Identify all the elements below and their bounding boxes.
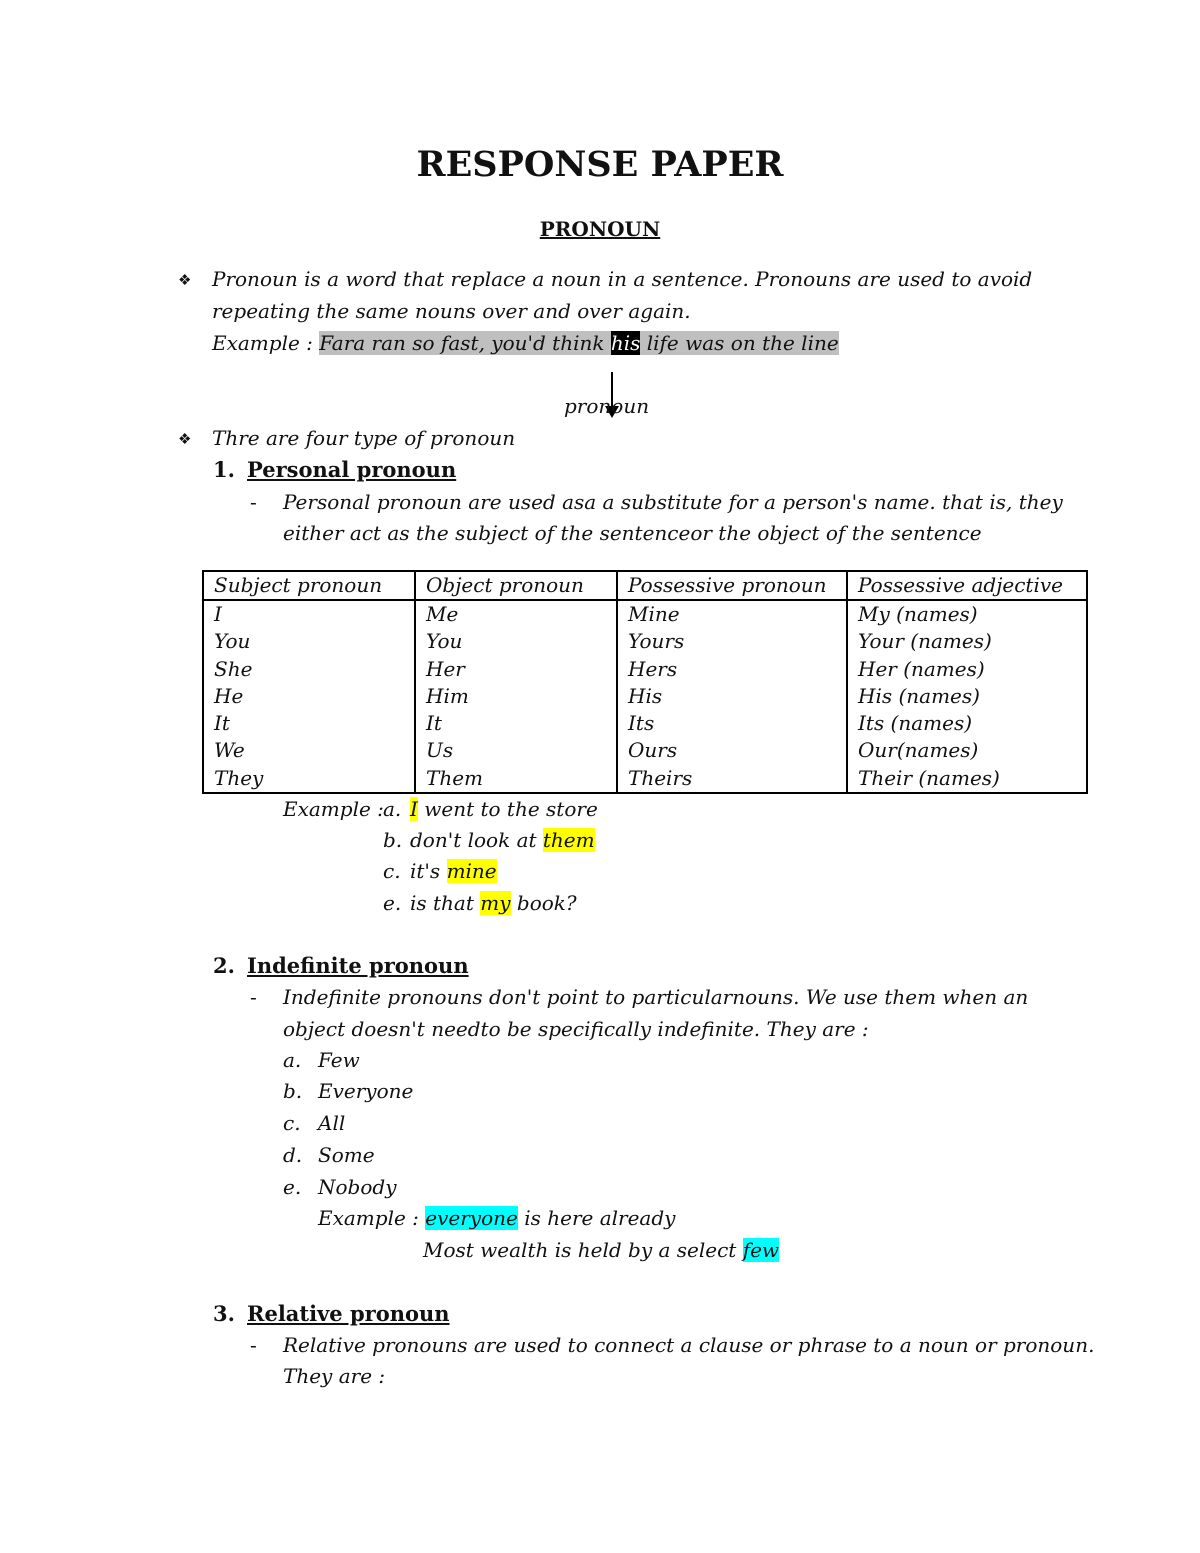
table-cell: Its (names) bbox=[847, 710, 1087, 737]
table-header-cell: Subject pronoun bbox=[203, 571, 415, 600]
example-e bbox=[410, 891, 577, 915]
example-highlight: everyone bbox=[425, 1206, 518, 1230]
section-2-heading: Indefinite pronoun bbox=[247, 953, 469, 978]
diamond-bullet-icon: ❖ bbox=[178, 271, 192, 289]
arrow-label: pronoun bbox=[564, 394, 650, 418]
definition-line-2: repeating the same nouns over and over again. bbox=[212, 299, 691, 323]
table-cell: Its bbox=[617, 710, 847, 737]
indefinite-example-1 bbox=[318, 1206, 675, 1230]
table-header-cell: Possessive pronoun bbox=[617, 571, 847, 600]
example-marker: c. bbox=[383, 859, 401, 883]
table-cell: They bbox=[203, 765, 415, 793]
section-3-number: 3. bbox=[213, 1301, 235, 1326]
example-c bbox=[410, 859, 497, 883]
example-marker: b. bbox=[383, 828, 403, 852]
table-cell: Our(names) bbox=[847, 737, 1087, 764]
table-cell: Your (names) bbox=[847, 628, 1087, 655]
table-cell: Me bbox=[415, 600, 617, 628]
table-cell: Him bbox=[415, 683, 617, 710]
list-item: Few bbox=[318, 1048, 360, 1072]
example-text: it's bbox=[410, 859, 447, 883]
document-title: RESPONSE PAPER bbox=[416, 144, 784, 185]
table-cell: I bbox=[203, 600, 415, 628]
list-item: Some bbox=[318, 1143, 375, 1167]
example-a bbox=[410, 797, 598, 821]
table-row bbox=[203, 765, 1087, 793]
section-1-desc-line-1: Personal pronoun are used asa a substitute for a person's name. that is, they bbox=[283, 490, 1063, 514]
table-cell: You bbox=[203, 628, 415, 655]
table-cell: Theirs bbox=[617, 765, 847, 793]
table-cell: Them bbox=[415, 765, 617, 793]
table-cell: Ours bbox=[617, 737, 847, 764]
section-2-number: 2. bbox=[213, 953, 235, 978]
example-text: went to the store bbox=[417, 797, 598, 821]
table-cell: Hers bbox=[617, 656, 847, 683]
list-item-marker: d. bbox=[283, 1143, 303, 1167]
section-2-desc-line-2: object doesn't needto be specifically indefinite. They are : bbox=[283, 1017, 869, 1041]
table-cell: Her bbox=[415, 656, 617, 683]
example-text: is here already bbox=[517, 1206, 676, 1230]
section-1-number: 1. bbox=[213, 457, 235, 482]
list-item: Nobody bbox=[318, 1175, 397, 1199]
dash-bullet: - bbox=[250, 490, 257, 514]
example-pronoun-highlight: his bbox=[610, 331, 641, 355]
example-text: is that bbox=[410, 891, 481, 915]
section-1-heading: Personal pronoun bbox=[247, 457, 457, 482]
example-highlight: my bbox=[480, 891, 511, 915]
table-cell: Mine bbox=[617, 600, 847, 628]
definition-example bbox=[212, 331, 839, 355]
table-cell: We bbox=[203, 737, 415, 764]
list-item-marker: c. bbox=[283, 1111, 301, 1135]
list-item: All bbox=[318, 1111, 346, 1135]
example-text: book? bbox=[510, 891, 577, 915]
list-item-marker: b. bbox=[283, 1079, 303, 1103]
table-cell: It bbox=[415, 710, 617, 737]
table-row bbox=[203, 710, 1087, 737]
table-cell: My (names) bbox=[847, 600, 1087, 628]
definition-line-1: Pronoun is a word that replace a noun in a sentence. Pronouns are used to avoid bbox=[212, 267, 1033, 291]
example-highlight: mine bbox=[446, 859, 497, 883]
table-cell: Their (names) bbox=[847, 765, 1087, 793]
table-row bbox=[203, 683, 1087, 710]
example-marker: e. bbox=[383, 891, 402, 915]
example-highlight: I bbox=[410, 797, 418, 821]
table-row bbox=[203, 737, 1087, 764]
example-marker: a. bbox=[383, 797, 402, 821]
table-cell: His bbox=[617, 683, 847, 710]
example-label: Example : bbox=[212, 331, 320, 355]
table-header-cell: Object pronoun bbox=[415, 571, 617, 600]
indefinite-example-2 bbox=[423, 1238, 779, 1262]
section-3-desc-line-2: They are : bbox=[283, 1364, 386, 1388]
table-cell: You bbox=[415, 628, 617, 655]
list-item-marker: e. bbox=[283, 1175, 302, 1199]
table-cell: It bbox=[203, 710, 415, 737]
section-subtitle: PRONOUN bbox=[539, 217, 661, 241]
example-text-before: Fara ran so fast, you'd think bbox=[319, 331, 611, 355]
table-row bbox=[203, 600, 1087, 628]
section-1-desc-line-2: either act as the subject of the sentenceor the object of the sentence bbox=[283, 521, 982, 545]
example-highlight: them bbox=[542, 828, 595, 852]
table-row bbox=[203, 628, 1087, 655]
list-item-marker: a. bbox=[283, 1048, 302, 1072]
table-cell: Us bbox=[415, 737, 617, 764]
table-row bbox=[203, 656, 1087, 683]
example-text-after: life was on the line bbox=[640, 331, 839, 355]
table-header-row bbox=[203, 571, 1087, 600]
list-item: Everyone bbox=[318, 1079, 414, 1103]
table-cell: He bbox=[203, 683, 415, 710]
examples-label: Example : bbox=[283, 797, 384, 821]
example-text: don't look at bbox=[410, 828, 543, 852]
table-cell: Her (names) bbox=[847, 656, 1087, 683]
example-text: Most wealth is held by a select bbox=[423, 1238, 743, 1262]
example-b bbox=[410, 828, 595, 852]
table-cell: His (names) bbox=[847, 683, 1087, 710]
example-sentence-highlighted bbox=[319, 331, 838, 355]
pronoun-table bbox=[202, 570, 1088, 794]
types-intro: Thre are four type of pronoun bbox=[212, 426, 516, 450]
table-cell: Yours bbox=[617, 628, 847, 655]
section-2-desc-line-1: Indefinite pronouns don't point to particularnouns. We use them when an bbox=[283, 985, 1029, 1009]
example-label: Example : bbox=[318, 1206, 426, 1230]
section-3-desc-line-1: Relative pronouns are used to connect a clause or phrase to a noun or pronoun. bbox=[283, 1333, 1095, 1357]
dash-bullet: - bbox=[250, 985, 257, 1009]
example-highlight: few bbox=[742, 1238, 780, 1262]
table-cell: She bbox=[203, 656, 415, 683]
dash-bullet: - bbox=[250, 1333, 257, 1357]
section-3-heading: Relative pronoun bbox=[247, 1301, 450, 1326]
diamond-bullet-icon: ❖ bbox=[178, 430, 192, 448]
table-header-cell: Possessive adjective bbox=[847, 571, 1087, 600]
